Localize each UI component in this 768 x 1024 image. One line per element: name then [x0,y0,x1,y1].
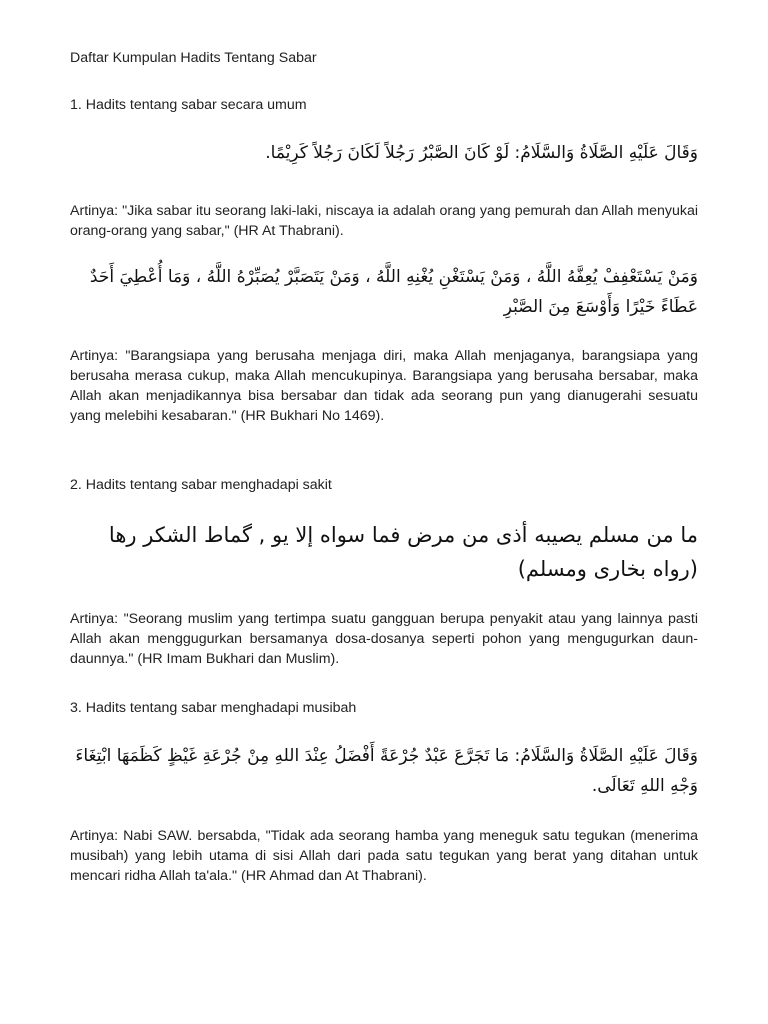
hadith-translation: Artinya: "Seorang muslim yang tertimpa suatu gangguan berupa penyakit atau yang lainnya pasti Allah akan menggugurkan bersamanya dosa-dosanya seperti pohon yang mengugurkan daun-daunnya." (HR Imam Bukhari dan Muslim). [70,611,698,667]
hadith-translation: Artinya: "Barangsiapa yang berusaha menjaga diri, maka Allah menjaganya, barangsiapa yang berusaha merasa cukup, maka Allah mencukupinya. Barangsiapa yang berusaha bersabar, maka Allah akan menjadikannya bisa bersabar dan tidak ada seorang pun yang dianugerahi sesuatu yang melebihi kesabaran." (HR Bukhari No 1469). [70,348,698,424]
section-heading-general: 1. Hadits tentang sabar secara umum [70,97,307,113]
section-heading-calamity: 3. Hadits tentang sabar menghadapi musibah [70,700,357,716]
document-title: Daftar Kumpulan Hadits Tentang Sabar [70,50,317,66]
arabic-hadith-text: ما من مسلم يصيبه أذى من مرض فما سواه إلا يو , گماط الشكر رها (رواه بخارى ومسلم) [108,523,698,581]
section-heading-sickness: 2. Hadits tentang sabar menghadapi sakit [70,477,332,493]
arabic-hadith-text: وَقَالَ عَلَيْهِ الصَّلَاةُ وَالسَّلَامُ: مَا تَجَرَّعَ عَبْدٌ جُرْعَةً أَفْضَلُ عِنْدَ اللهِ مِنْ جُرْعَةِ غَيْظٍ كَظَمَهَا ابْتِغَاءَ وَجْهِ اللهِ تَعَالَى. [75,746,698,796]
hadith-translation: Artinya: Nabi SAW. bersabda, "Tidak ada seorang hamba yang meneguk satu tegukan (menerima musibah) yang lebih utama di sisi Allah dari pada satu tegukan yang berat yang ditahan untuk mencari ridha Allah ta'ala." (HR Ahmad dan At Thabrani). [70,828,698,884]
arabic-hadith-text: وَقَالَ عَلَيْهِ الصَّلَاةُ وَالسَّلَامُ: لَوْ كَانَ الصَّبْرُ رَجُلاً لَكَانَ رَجُلاً كَرِيْمًا. [265,143,698,163]
arabic-hadith-text: وَمَنْ يَسْتَعْفِفْ يُعِفَّهُ اللَّهُ ، وَمَنْ يَسْتَغْنِ يُغْنِهِ اللَّهُ ، وَمَنْ يَتَصَبَّرْ يُصَبِّرْهُ اللَّهُ ، وَمَا أُعْطِيَ أَحَدٌ عَطَاءً خَيْرًا وَأَوْسَعَ مِنَ الصَّبْرِ [89,267,698,317]
hadith-translation: Artinya: "Jika sabar itu seorang laki-laki, niscaya ia adalah orang yang pemurah dan Allah menyukai orang-orang yang sabar," (HR At Thabrani). [70,203,698,239]
